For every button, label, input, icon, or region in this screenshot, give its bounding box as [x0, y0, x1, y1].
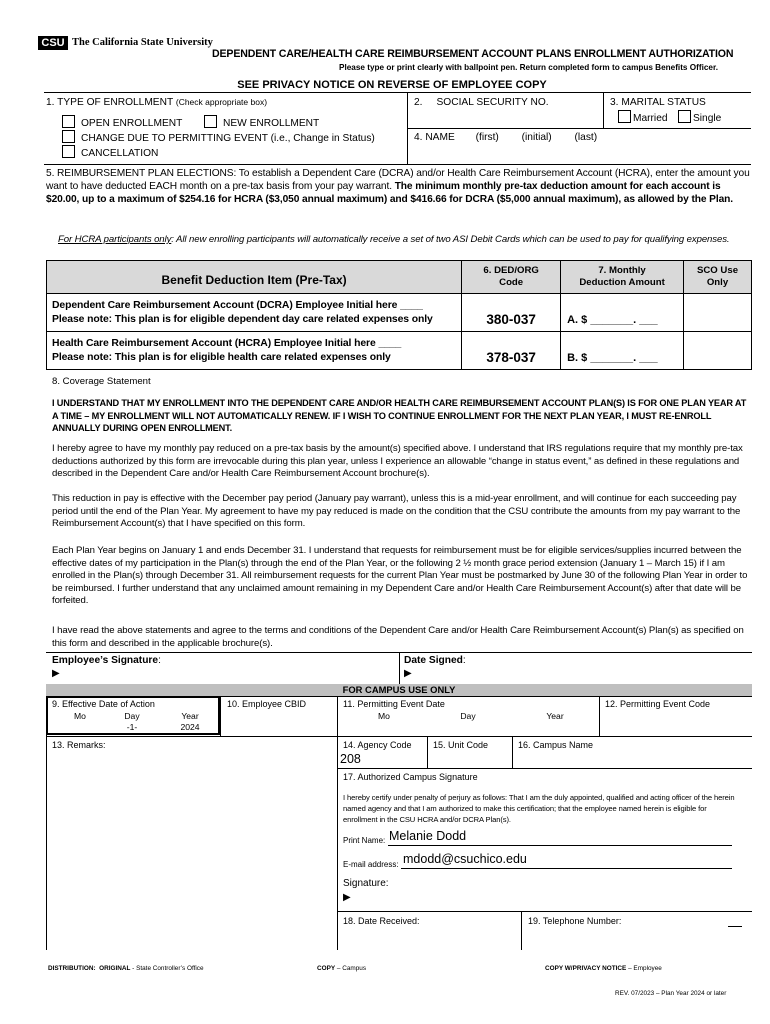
- employee-signature-label: Employee’s Signature:: [52, 655, 161, 666]
- authorized-signature-label: 17. Authorized Campus Signature: [343, 772, 478, 782]
- telephone-number-label: 19. Telephone Number:: [528, 916, 622, 926]
- coverage-paragraph-3: Each Plan Year begins on January 1 and ends December 31. I understand that requests for reimbursement must be for eligible services/supplies incurred between the effective dates of my participation in the Plan(s) through the end of the Plan Year, or the following 2 ½ month grace period extension (January 1 – March 15) if I am enrolled in the Plan(s) through December 31. All reimbursement requests for the current Plan Year must be postmarked by June 30 of the following Plan Year in order to be reimbursed. I further understand that any unclaimed amount remaining in my Dependent Care and/or Health Care Reimbursement Account(s) after that date will be forfeited.: [52, 545, 748, 607]
- hcra-line1: Health Care Reimbursement Account (HCRA) Employee Initial here ____: [52, 337, 402, 349]
- dcra-amount-field[interactable]: A. $ _______. ___: [561, 294, 684, 332]
- dcra-code: 380-037: [462, 294, 561, 332]
- email-value[interactable]: mdodd@csuchico.edu: [403, 852, 527, 866]
- effective-date-mo-label: Mo: [74, 711, 86, 721]
- agency-code-label: 14. Agency Code: [343, 740, 412, 750]
- option-change-permitting-event[interactable]: CHANGE DUE TO PERMITTING EVENT (i.e., Change in Status): [62, 130, 375, 145]
- ssn-field[interactable]: [412, 108, 598, 126]
- dcra-sco-use: [684, 294, 752, 332]
- effective-date-label: 9. Effective Date of Action: [52, 699, 155, 709]
- ssn-label: 2. SOCIAL SECURITY NO.: [414, 97, 549, 108]
- option-new-enrollment[interactable]: NEW ENROLLMENT: [204, 115, 319, 130]
- name-label: 4. NAME (first) (initial) (last): [414, 132, 598, 143]
- campus-use-banner: FOR CAMPUS USE ONLY: [46, 684, 752, 696]
- dcra-line1: Dependent Care Reimbursement Account (DCRA) Employee Initial here ____: [52, 299, 423, 311]
- hcra-amount-field[interactable]: B. $ _______. ___: [561, 332, 684, 370]
- email-label: E-mail address:: [343, 860, 399, 869]
- header-sco-use: SCO Use Only: [684, 261, 752, 294]
- distribution-copy-campus: COPY – Campus: [317, 965, 367, 972]
- org-name: The California State University: [72, 37, 213, 48]
- coverage-statement-label: 8. Coverage Statement: [52, 376, 151, 387]
- employee-signature-field[interactable]: [66, 666, 391, 682]
- remarks-field[interactable]: [50, 752, 332, 946]
- permitting-event-mo-label: Mo: [378, 711, 390, 721]
- checkbox-open-enrollment[interactable]: [62, 115, 75, 128]
- coverage-bold-text: I UNDERSTAND THAT MY ENROLLMENT INTO THE DEPENDENT CARE AND/OR HEALTH CARE REIMBURSEMENT ACCOUNT PLAN(S) IS FOR ONE PLAN YEAR AT A TIME – MY ENROLLMENT WILL NOT AUTOMATICALLY RENEW. IF I WISH TO CONTINUE ENROLLMENT FOR THE NEXT PLAN YEAR, I MUST RE-ENROLL ANNUALLY DURING OPEN ENROLLMENT.: [52, 398, 747, 433]
- coverage-paragraph-4: I have read the above statements and agree to the terms and conditions of the Dependent Care and/or Health Care Reimbursement Account(s) Plan(s) as specified on this form and described in the applicable brochure(s).: [52, 625, 744, 649]
- effective-date-day-label: Day: [124, 711, 140, 721]
- plan-elections-text: 5. REIMBURSEMENT PLAN ELECTIONS: To establish a Dependent Care (DCRA) and/or Health Care Reimbursement Account (HCRA), enter the amount you want to have deducted EACH month on a pre-tax basis from your pay warrant. The minimum monthly pre-tax deduction amount for each account is $20.00, up to a maximum of $254.16 for HCRA ($3,050 annual maximum) and $416.66 for DCRA ($5,000 annual maximum), as allowed by the Plan.: [46, 168, 750, 205]
- name-field[interactable]: [412, 144, 748, 162]
- permitting-event-date-label: 11. Permitting Event Date: [343, 699, 445, 709]
- header-benefit-item: Benefit Deduction Item (Pre-Tax): [47, 261, 462, 294]
- checkbox-new-enrollment[interactable]: [204, 115, 217, 128]
- hcra-note: For HCRA participants only: All new enrolling participants will automatically receive a set of two ASI Debit Cards which can be used to pay for qualifying expenses.: [58, 234, 730, 245]
- hcra-code: 378-037: [462, 332, 561, 370]
- checkbox-change-permitting-event[interactable]: [62, 130, 75, 143]
- agency-code-value[interactable]: 208: [340, 752, 361, 766]
- distribution-original: DISTRIBUTION: ORIGINAL - State Controller’s Office: [48, 965, 204, 972]
- checkbox-single[interactable]: [678, 110, 691, 123]
- date-signed-field[interactable]: [418, 666, 748, 682]
- option-married[interactable]: Married: [618, 110, 668, 125]
- print-name-value[interactable]: Melanie Dodd: [389, 829, 467, 843]
- coverage-paragraph-1: I hereby agree to have my monthly pay reduced on a pre-tax basis by the amount(s) specified above. I understand that IRS regulations require that my monthly pre-tax deductions authorized by this form are irrevocable during this plan year, unless I experience an allowable “change in status event,” as defined in these regulations and described in the Dependent Care and/or Health Care Reimbursement Account brochure(s).: [52, 443, 743, 480]
- arrow-icon: ▶: [343, 892, 351, 903]
- permitting-event-year-label: Year: [546, 711, 564, 721]
- revision-note: REV. 07/2023 – Plan Year 2024 or later: [615, 990, 727, 997]
- remarks-label: 13. Remarks:: [52, 740, 106, 750]
- coverage-paragraph-2: This reduction in pay is effective with the December pay period (January pay warrant), unless this is a mid-year enrollment, and will continue for each succeeding pay period until the end of the Plan Year. My agreement to have my pay reduced is made on the condition that the CSU contribute the amounts from my pay warrant to the Reimbursement Account(s) that I have specified on this form.: [52, 493, 741, 530]
- checkbox-cancellation[interactable]: [62, 145, 75, 158]
- hcra-line2: Please note: This plan is for eligible health care related expenses only: [52, 351, 391, 363]
- date-received-label: 18. Date Received:: [343, 916, 420, 926]
- effective-date-year-value[interactable]: 2024: [180, 722, 200, 732]
- effective-date-day-value[interactable]: -1-: [126, 722, 138, 732]
- marital-status-label: 3. MARITAL STATUS: [610, 97, 706, 108]
- date-signed-label: Date Signed:: [404, 655, 466, 666]
- distribution-copy-employee: COPY W/PRIVACY NOTICE – Employee: [545, 965, 662, 972]
- campus-signature-label: Signature:: [343, 878, 389, 889]
- csu-logo: CSU: [38, 36, 68, 50]
- employee-cbid-label: 10. Employee CBID: [227, 699, 307, 709]
- header-ded-org-code: 6. DED/ORG Code: [462, 261, 561, 294]
- option-single[interactable]: Single: [678, 110, 721, 125]
- option-cancellation[interactable]: CANCELLATION: [62, 145, 158, 160]
- deduction-table: [46, 260, 752, 370]
- form-title: DEPENDENT CARE/HEALTH CARE REIMBURSEMENT ACCOUNT PLANS ENROLLMENT AUTHORIZATION: [212, 48, 734, 60]
- table-row: [47, 294, 752, 332]
- privacy-banner: SEE PRIVACY NOTICE ON REVERSE OF EMPLOYEE COPY: [237, 79, 547, 91]
- instructions: Please type or print clearly with ballpoint pen. Return completed form to campus Benefits Officer.: [339, 63, 718, 72]
- dcra-line2: Please note: This plan is for eligible dependent day care related expenses only: [52, 313, 433, 325]
- effective-date-year-label: Year: [181, 711, 199, 721]
- header-monthly-amount: 7. Monthly Deduction Amount: [561, 261, 684, 294]
- enrollment-type-label: 1. TYPE OF ENROLLMENT (Check appropriate box): [46, 97, 268, 108]
- permitting-event-code-label: 12. Permitting Event Code: [605, 699, 711, 709]
- print-name-label: Print Name:: [343, 836, 386, 845]
- campus-name-label: 16. Campus Name: [518, 740, 594, 750]
- hcra-sco-use: [684, 332, 752, 370]
- arrow-icon: ▶: [52, 668, 60, 679]
- unit-code-label: 15. Unit Code: [433, 740, 489, 750]
- campus-signature-field[interactable]: [358, 888, 738, 906]
- permitting-event-day-label: Day: [460, 711, 476, 721]
- certification-text: I hereby certify under penalty of perjury as follows: That I am the duly appointed, qualified and acting officer of the herein named agency and that I am authorized to make this certification; that the employee named herein is eligible for enrollment in the CSU HCRA and/or DCRA Plan(s).: [343, 793, 735, 825]
- arrow-icon: ▶: [404, 668, 412, 679]
- table-row: [47, 332, 752, 370]
- option-open-enrollment[interactable]: OPEN ENROLLMENT: [62, 115, 182, 130]
- checkbox-married[interactable]: [618, 110, 631, 123]
